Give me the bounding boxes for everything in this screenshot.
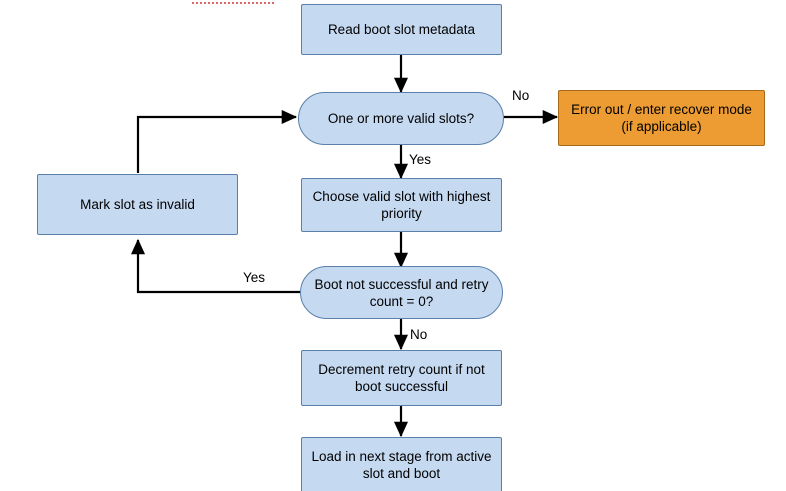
edge-label-no-boot-fail: No: [410, 327, 428, 342]
edge-label-no-valid-slots: No: [512, 88, 530, 103]
node-label: Mark slot as invalid: [80, 197, 195, 212]
node-mark-slot-as-invalid: [37, 174, 238, 235]
node-label: Read boot slot metadata: [327, 22, 476, 37]
node-boot-not-successful: [300, 266, 503, 319]
dotted-line-artifact: [192, 2, 274, 6]
node-read-boot-slot-metadata: [301, 4, 502, 55]
edge-label-yes-boot-fail: Yes: [243, 270, 266, 285]
node-label: One or more valid slots?: [327, 111, 475, 126]
node-label: Decrement retry count if not boot successful: [318, 362, 485, 394]
edge-label-yes-valid-slots: Yes: [409, 152, 432, 167]
node-label: Load in next stage from active slot and boot: [311, 449, 492, 481]
node-choose-valid-slot: [301, 178, 502, 232]
node-label: Boot not successful and retry count = 0?: [314, 276, 489, 309]
node-error-out: [558, 90, 765, 146]
node-label: Choose valid slot with highest priority: [312, 189, 491, 221]
node-load-next-stage: [301, 437, 502, 491]
node-one-or-more-valid-slots: [298, 92, 504, 145]
node-decrement-retry-count: [301, 350, 502, 406]
node-label: Error out / enter recover mode (if applicable): [571, 102, 752, 134]
